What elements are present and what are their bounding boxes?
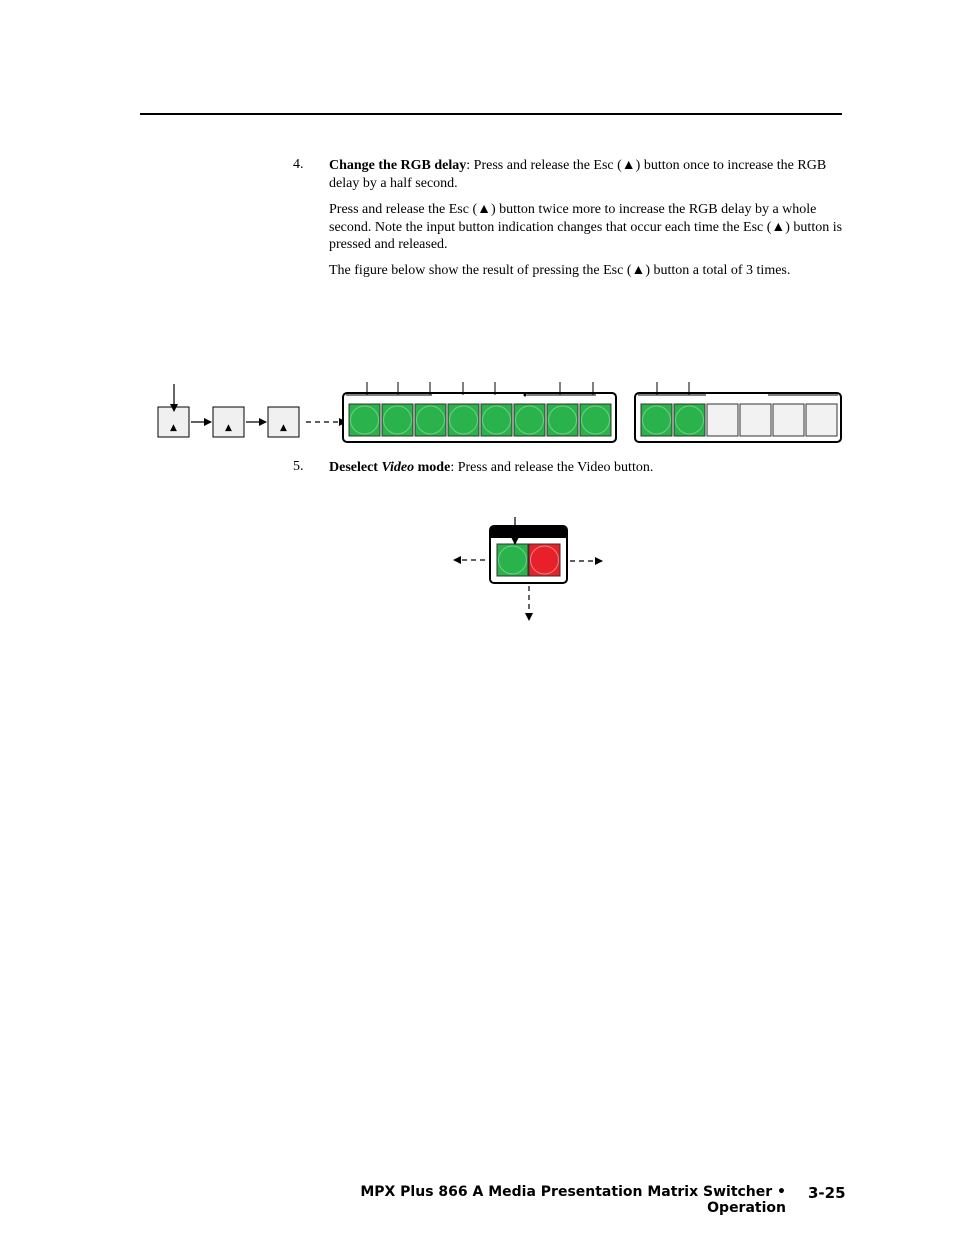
input-button — [481, 404, 512, 436]
step-5-heading: Deselect Video mode — [329, 460, 451, 475]
esc-button — [158, 407, 189, 437]
esc-button — [268, 407, 299, 437]
footer-title: MPX Plus 866 A Media Presentation Matrix Switcher • Operation — [360, 1184, 786, 1216]
page-number: 3-25 — [808, 1184, 846, 1202]
output-button-panel — [635, 382, 841, 442]
input-button — [580, 404, 611, 436]
esc-button — [213, 407, 244, 437]
step-5-text: : Press and release the Video button. — [450, 460, 654, 475]
step-5-number: 5. — [293, 459, 304, 474]
step-4-heading: Change the RGB delay — [329, 158, 467, 173]
video-mode-figure — [448, 512, 608, 624]
esc-up-icon: ▲ — [170, 423, 177, 433]
input-button — [349, 404, 380, 436]
input-button-panel — [343, 382, 616, 442]
step-5-paragraph — [329, 459, 844, 477]
esc-button-sequence — [158, 384, 346, 437]
esc-up-icon: ▲ — [280, 423, 287, 433]
rgb-delay-figure — [150, 376, 846, 448]
input-button — [514, 404, 545, 436]
input-button — [547, 404, 578, 436]
input-button — [415, 404, 446, 436]
output-button — [773, 404, 804, 436]
input-button — [382, 404, 413, 436]
step-4-paragraph-1 — [329, 157, 844, 192]
step-4-number: 4. — [293, 157, 304, 172]
video-button — [497, 544, 528, 576]
esc-up-icon: ▲ — [225, 423, 232, 433]
output-button — [674, 404, 705, 436]
header-rule — [140, 113, 842, 115]
step-4-paragraph-3: The figure below show the result of pressing the Esc (▲) button a total of 3 times. — [329, 263, 791, 278]
step-4-paragraph-2: Press and release the Esc (▲) button twice more to increase the RGB delay by a whole second. Note the input button indication changes that occur each time the Esc (▲) button is pressed and released. — [329, 202, 843, 252]
output-button — [707, 404, 738, 436]
step-4-text: : Press and release the Esc (▲) button once to increase the RGB delay by a half second. — [329, 158, 827, 191]
audio-button — [529, 544, 560, 576]
output-button — [740, 404, 771, 436]
output-button — [806, 404, 837, 436]
input-button — [448, 404, 479, 436]
output-button — [641, 404, 672, 436]
